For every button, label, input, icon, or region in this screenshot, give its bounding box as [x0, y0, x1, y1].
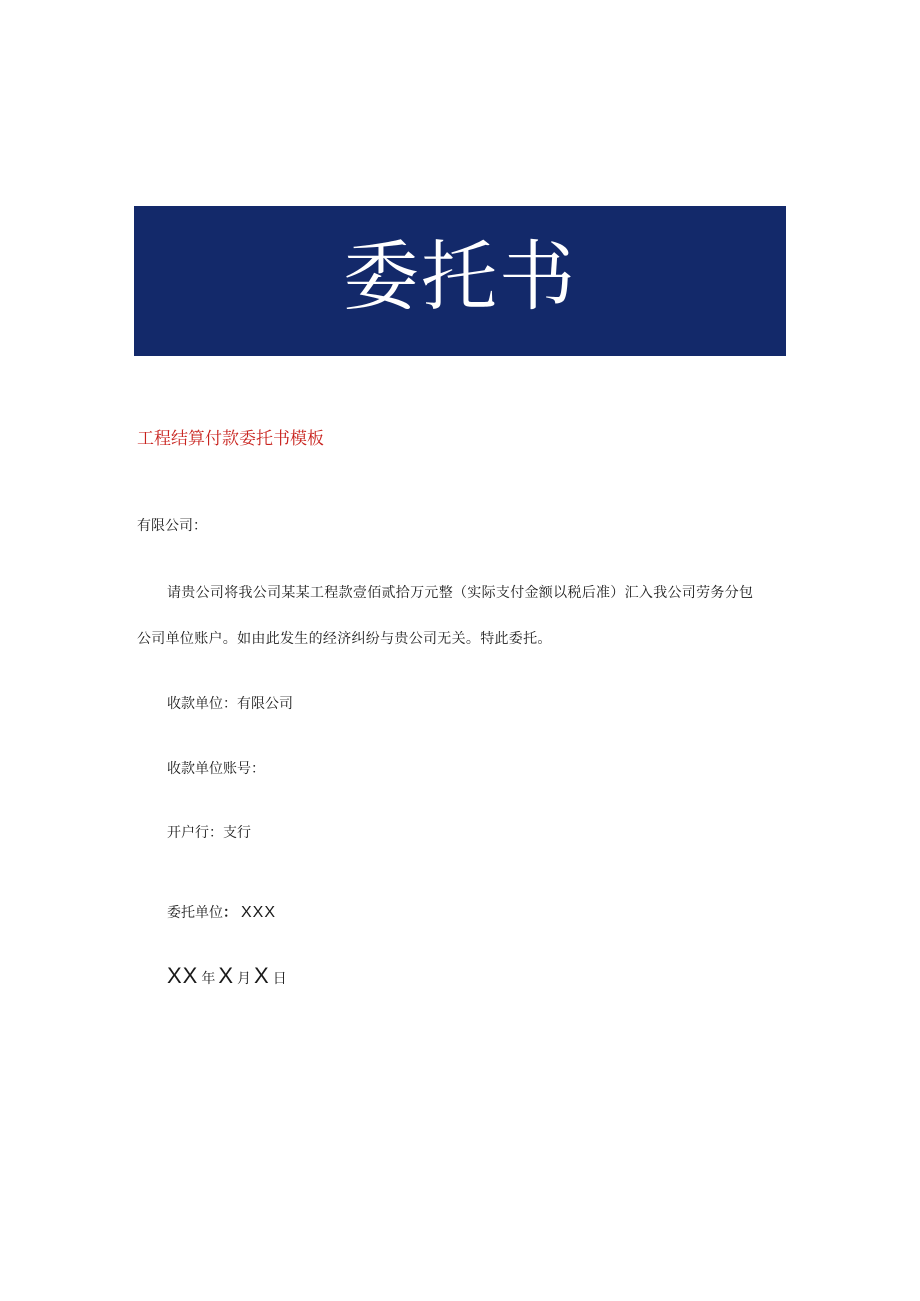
addressee-line: 有限公司：	[137, 518, 207, 534]
principal-colon: ：	[223, 905, 237, 921]
date-day-value: X	[254, 963, 270, 988]
principal-line	[167, 902, 276, 922]
banner-title: 委托书	[343, 232, 577, 321]
document-title: 工程结算付款委托书模板	[137, 429, 324, 449]
date-line	[167, 963, 290, 989]
principal-value: XXX	[241, 904, 277, 921]
date-year-value: XX	[167, 963, 199, 988]
date-day-unit: 日	[272, 971, 287, 987]
payee-account-line: 收款单位账号：	[167, 761, 265, 777]
title-banner	[134, 206, 786, 356]
body-paragraph-line-1: 请贵公司将我公司某某工程款壹佰贰拾万元整（实际支付金额以税后准）汇入我公司劳务分包	[167, 585, 754, 601]
payee-line: 收款单位：有限公司	[167, 696, 293, 712]
date-year-unit: 年	[201, 971, 216, 987]
principal-label: 委托单位	[167, 905, 223, 921]
date-month-unit: 月	[237, 971, 252, 987]
bank-line: 开户行：支行	[167, 825, 251, 841]
body-paragraph-line-2: 公司单位账户。如由此发生的经济纠纷与贵公司无关。特此委托。	[137, 631, 552, 647]
date-month-value: X	[218, 963, 235, 988]
